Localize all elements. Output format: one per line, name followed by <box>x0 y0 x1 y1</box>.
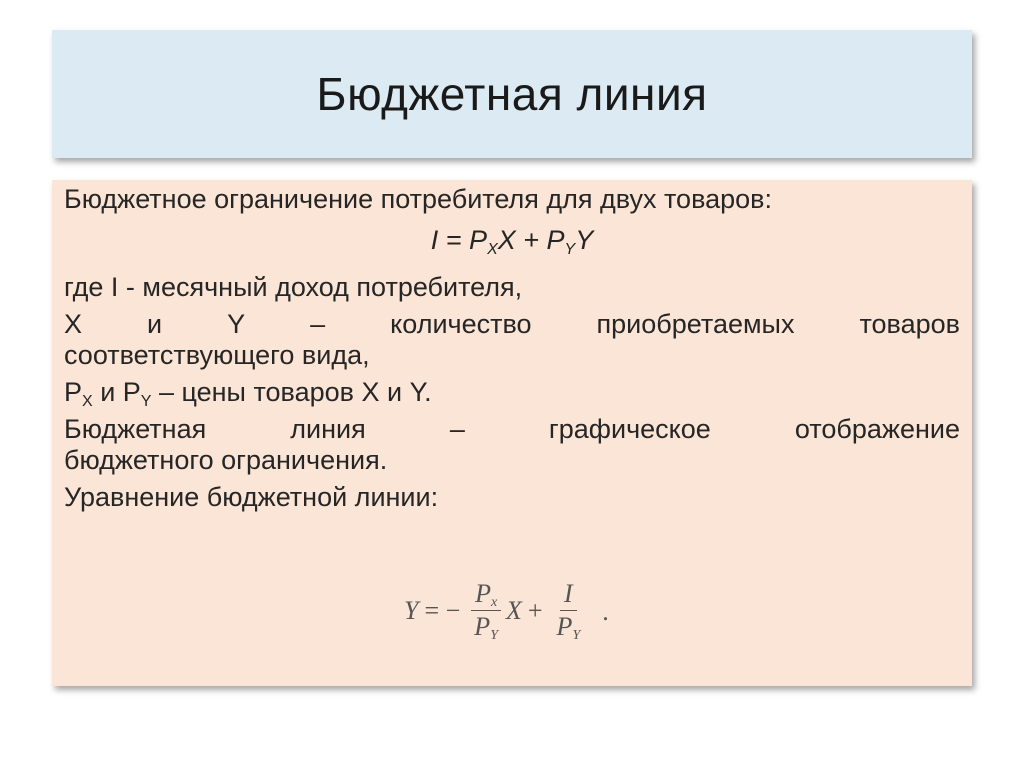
word: – <box>310 309 326 339</box>
intro-text: Бюджетное ограничение потребителя для двух товаров: <box>64 184 772 214</box>
title-banner <box>52 30 972 158</box>
fraction-i-over-py <box>553 580 585 641</box>
budget-constraint-formula <box>64 225 960 256</box>
eq-plus: + <box>527 596 543 625</box>
eq-lhs: Y <box>404 596 419 625</box>
budget-line-definition-2: бюджетного ограничения. <box>64 445 388 475</box>
where-line: где I - месячный доход потребителя, <box>64 272 523 302</box>
den1-letter: P <box>474 612 491 641</box>
content-panel <box>52 180 972 686</box>
eq-x: X <box>505 596 522 625</box>
word: приобретаемых <box>596 309 795 339</box>
word: X <box>64 309 83 339</box>
word: – <box>449 414 465 444</box>
word: и <box>147 309 163 339</box>
formula-sub-x: X <box>487 241 498 258</box>
price-sub-y: Y <box>140 393 152 410</box>
formula-sub-y: Y <box>564 241 576 258</box>
word: товаров <box>859 309 960 339</box>
price-rest: – цены товаров X и Y. <box>151 377 432 407</box>
fraction2-denominator <box>553 611 585 641</box>
word: Бюджетная <box>64 414 207 444</box>
budget-line-definition-1 <box>64 414 960 445</box>
num1-sub: x <box>490 595 498 610</box>
den2-letter: P <box>556 612 573 641</box>
fraction-px-over-py <box>470 580 502 641</box>
word: графическое <box>548 414 711 444</box>
fraction-numerator <box>471 580 501 611</box>
formula-end: Y <box>575 225 594 255</box>
fraction-denominator <box>470 611 502 641</box>
formula-lhs: I = P <box>430 225 488 255</box>
price-and: и P <box>92 377 141 407</box>
fraction2-numerator: I <box>560 580 577 611</box>
budget-line-equation <box>404 580 609 641</box>
equation-label: Уравнение бюджетной линии: <box>64 482 439 512</box>
xy-definition-line-1 <box>64 309 960 340</box>
word: Y <box>227 309 246 339</box>
num1-letter: P <box>475 579 491 608</box>
den1-sub: Y <box>490 628 498 643</box>
formula-mid: X + P <box>497 225 565 255</box>
eq-equals-minus: = − <box>424 596 461 625</box>
word: линия <box>290 414 366 444</box>
den2-sub: Y <box>572 628 581 643</box>
word: отображение <box>794 414 960 444</box>
xy-definition-line-2: соответствующего вида, <box>64 340 370 370</box>
price-sub-x: X <box>82 393 93 410</box>
eq-period: . <box>602 597 609 626</box>
slide-title: Бюджетная линия <box>316 68 708 120</box>
price-p1: P <box>64 377 83 407</box>
prices-line <box>64 377 960 408</box>
word: количество <box>390 309 532 339</box>
